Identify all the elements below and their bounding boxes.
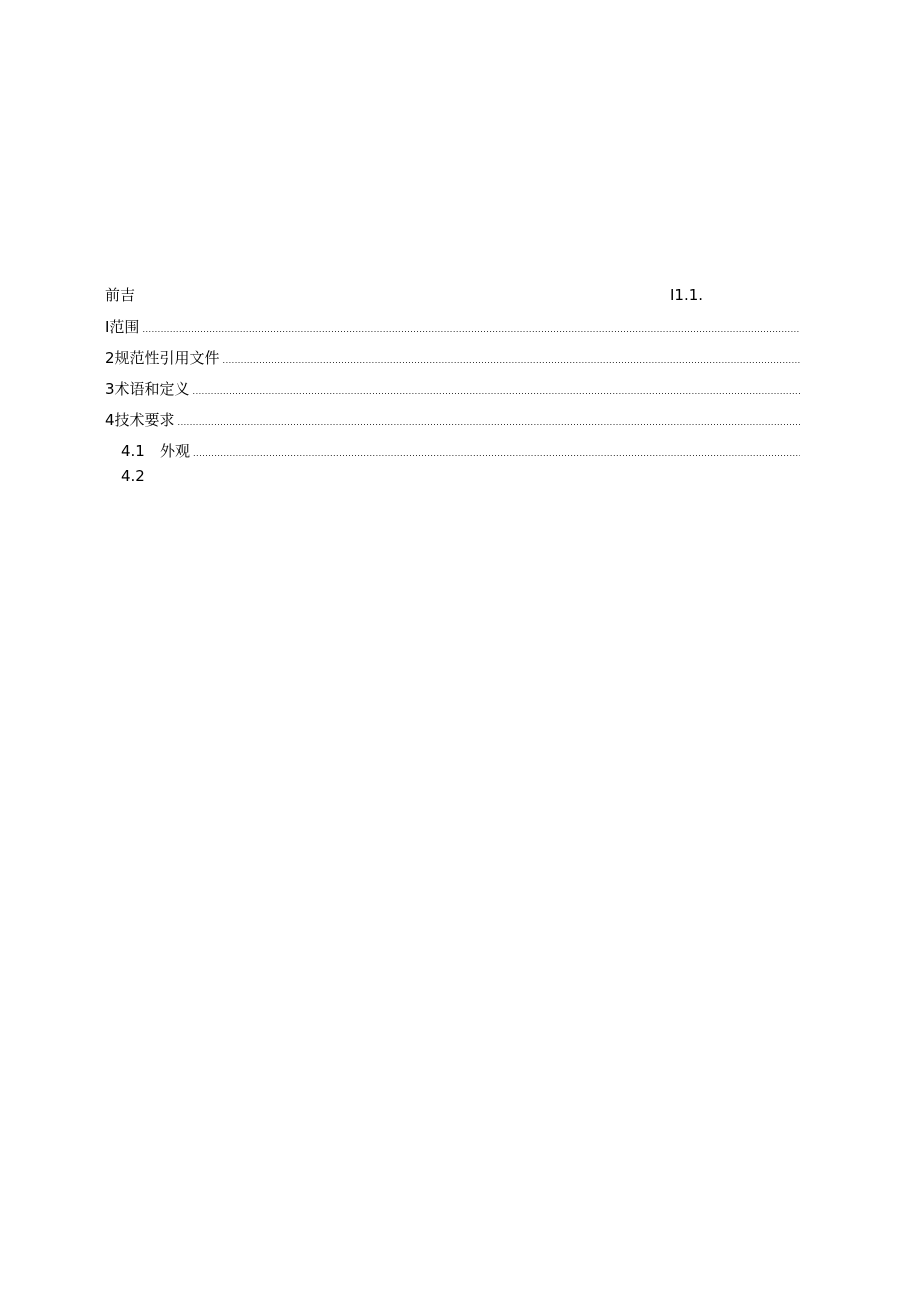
dot-leader: [193, 387, 800, 397]
toc-subentry-appearance[interactable]: [121, 441, 800, 461]
toc-entry-normative-references[interactable]: [105, 348, 800, 368]
dot-leader: [223, 356, 800, 366]
toc-subentry-label: [121, 466, 160, 486]
toc-subentry-label: [121, 441, 190, 461]
toc-entry-label: 前吉: [105, 286, 136, 304]
toc-entry-preface[interactable]: [105, 285, 705, 305]
toc-entry-technical-requirements[interactable]: [105, 410, 800, 430]
dot-leader: [178, 418, 800, 428]
toc-subentry-number: 4.2: [121, 467, 145, 485]
toc-entry-terms-definitions[interactable]: [105, 379, 800, 399]
toc-entry-page: I1.1.: [670, 286, 704, 304]
toc-entry-label: I范围: [105, 318, 140, 336]
toc-subentry-4-2[interactable]: [121, 466, 221, 486]
dot-leader: [193, 449, 800, 459]
toc-entry-label: 3术语和定义: [105, 380, 190, 398]
toc-subentry-title: 外观: [160, 442, 191, 460]
toc-entry-scope[interactable]: [105, 317, 800, 337]
toc-entry-label: 2规范性引用文件: [105, 349, 220, 367]
toc-subentry-number: 4.1: [121, 442, 145, 460]
dot-leader: [142, 325, 800, 335]
toc-entry-label: 4技术要求: [105, 411, 175, 429]
